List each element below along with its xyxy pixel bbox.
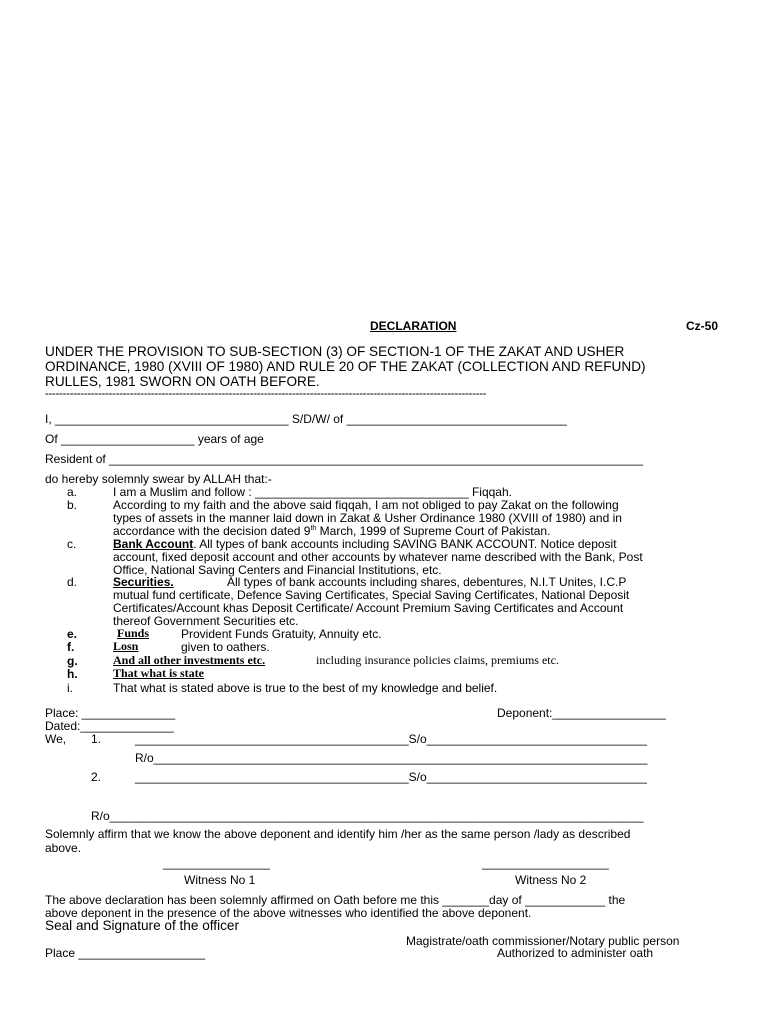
oath-line-1: The above declaration has been solemnly affirmed on Oath before me this _______day of ____________ the: [45, 893, 626, 907]
witness-1-name-field[interactable]: _________________________________________S/o_________________________________: [135, 732, 647, 746]
witness-1-number: 1.: [91, 732, 102, 746]
affirm-line-2: above.: [45, 841, 82, 855]
witness-2-label: Witness No 2: [515, 873, 587, 887]
item-h-letter: h.: [67, 667, 78, 681]
item-f-heading: Losn: [113, 639, 139, 653]
item-f-text: given to oathers.: [181, 640, 270, 654]
item-h-heading: That what is state: [113, 666, 205, 680]
place-field[interactable]: Place: ______________: [45, 706, 176, 720]
item-a-letter: a.: [67, 485, 78, 499]
separator-line: -----------------------------------------------------------------------------------------------------------------------------: [45, 388, 487, 400]
item-g-heading: And all other investments etc.: [113, 653, 266, 667]
item-d-letter: d.: [67, 575, 78, 589]
witness-2-residence-field[interactable]: R/o________________________________________________________________________________: [91, 809, 644, 823]
item-d-line-2: mutual fund certificate, Defence Saving Certificates, Special Saving Certificates, National Deposit: [113, 588, 630, 602]
item-c-line-1: Bank Account. All types of bank accounts including SAVING BANK ACCOUNT. Notice deposit: [113, 537, 617, 551]
item-i-letter: i.: [67, 681, 73, 695]
intro-line-1: UNDER THE PROVISION TO SUB-SECTION (3) OF SECTION-1 OF THE ZAKAT AND USHER: [45, 344, 625, 359]
dated-field[interactable]: Dated:______________: [45, 719, 174, 733]
witness-2-signature-line[interactable]: ___________________: [482, 856, 609, 870]
item-c-letter: c.: [67, 537, 77, 551]
resident-field-line[interactable]: Resident of ________________________________________________________________________________: [45, 452, 643, 466]
item-c-heading: Bank Account: [113, 537, 194, 551]
item-d-line-1: All types of bank accounts including shares, debentures, N.I.T Unites, I.C.P: [227, 575, 627, 589]
item-c-line-3: Office, National Saving Centers and Financial Institutions, etc.: [113, 563, 442, 577]
oath-line-2: above deponent in the presence of the above witnesses who identified the above deponent.: [45, 906, 532, 920]
item-b-line-1: According to my faith and the above said fiqqah, I am not obliged to pay Zakat on the following: [113, 498, 619, 512]
declaration-title: DECLARATION: [370, 319, 457, 333]
deponent-field[interactable]: Deponent:_________________: [497, 706, 666, 720]
item-b-line-2: types of assets in the manner laid down in Zakat & Usher Ordinance 1980 (XVIII of 1980) and in: [113, 511, 622, 525]
age-field-line[interactable]: Of ____________________ years of age: [45, 432, 264, 446]
intro-line-3: RULLES, 1981 SWORN ON OATH BEFORE.: [45, 374, 320, 389]
item-d-line-3: Certificates/Account khas Deposit Certificate/ Account Premium Saving Certificates and Account: [113, 601, 624, 615]
item-c-line-2: account, fixed deposit account and other accounts by whatever name described with the Bank, Post: [113, 550, 643, 564]
magistrate-label: Magistrate/oath commissioner/Notary public person: [406, 934, 680, 948]
item-g-letter: g.: [67, 654, 78, 668]
item-e-heading: Funds: [117, 626, 150, 640]
authorized-label: Authorized to administer oath: [497, 946, 654, 960]
item-e-letter: e.: [67, 627, 78, 641]
name-field-line[interactable]: I, ___________________________________ S/D/W/ of _________________________________: [45, 412, 567, 426]
form-code: Cz-50: [686, 319, 719, 333]
item-e-text: Provident Funds Gratuity, Annuity etc.: [181, 627, 382, 641]
oath-place-field[interactable]: Place ___________________: [45, 946, 206, 960]
item-g-text: including insurance policies claims, premiums etc.: [316, 653, 559, 667]
witness-1-label: Witness No 1: [184, 873, 256, 887]
we-label: We,: [45, 732, 67, 746]
seal-signature-label: Seal and Signature of the officer: [45, 918, 239, 933]
item-i-text: That what is stated above is true to the best of my knowledge and belief.: [113, 681, 498, 695]
witness-2-number: 2.: [91, 770, 102, 784]
item-a-text[interactable]: I am a Muslim and follow : ________________________________ Fiqqah.: [113, 485, 512, 499]
item-f-letter: f.: [67, 640, 75, 654]
swear-line: do hereby solemnly swear by ALLAH that:-: [45, 472, 272, 486]
witness-2-name-field[interactable]: _________________________________________S/o_________________________________: [135, 770, 647, 784]
item-d-heading: Securities.: [113, 575, 174, 589]
item-b-letter: b.: [67, 498, 78, 512]
affirm-line-1: Solemnly affirm that we know the above deponent and identify him /her as the same person /lady as described: [45, 827, 631, 841]
witness-1-residence-field[interactable]: R/o__________________________________________________________________________: [135, 751, 648, 765]
witness-1-signature-line[interactable]: ________________: [163, 856, 270, 870]
item-d-line-4: thereof Government Securities etc.: [113, 614, 299, 628]
intro-line-2: ORDINANCE, 1980 (XVIII OF 1980) AND RULE 20 OF THE ZAKAT (COLLECTION AND REFUND): [45, 359, 646, 374]
item-b-line-3: accordance with the decision dated 9th March, 1999 of Supreme Court of Pakistan.: [113, 524, 551, 538]
